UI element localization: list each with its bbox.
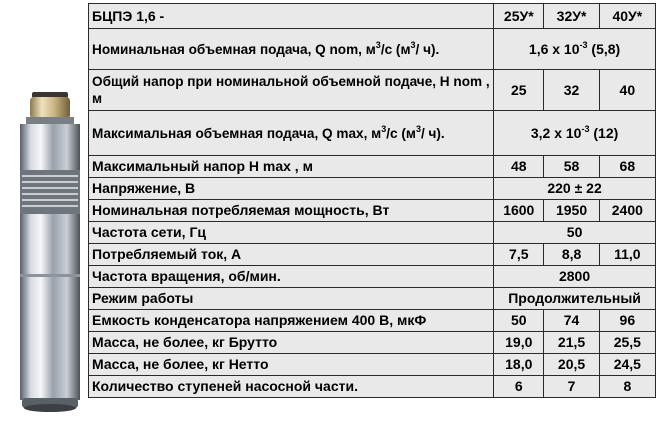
variant-header: 32У* — [544, 4, 599, 29]
row-label: Емкость конденсатора напряжением 400 В, мкФ — [89, 310, 494, 332]
row-label: Частота вращения, об/мин. — [89, 266, 494, 288]
submersible-pump-image — [0, 0, 88, 442]
table-row — [89, 156, 656, 178]
row-value: 1950 — [544, 200, 599, 222]
pump-photo — [0, 0, 88, 442]
row-label: Масса, не более, кг Нетто — [89, 354, 494, 376]
row-value: 48 — [494, 156, 544, 178]
row-value: 50 — [494, 310, 544, 332]
header-row — [89, 4, 656, 29]
model-name: БЦПЭ 1,6 - — [89, 4, 494, 29]
row-value: 11,0 — [599, 244, 655, 266]
row-value: 58 — [544, 156, 599, 178]
table-row — [89, 111, 656, 156]
row-value: 32 — [544, 70, 599, 111]
row-value: 2400 — [599, 200, 655, 222]
row-value: 20,5 — [544, 354, 599, 376]
row-label: Потребляемый ток, А — [89, 244, 494, 266]
row-value: 19,0 — [494, 332, 544, 354]
row-value: 40 — [599, 70, 655, 111]
row-value: 3,2 x $10^{-3}$ (12) — [494, 111, 656, 156]
row-label: Режим работы — [89, 288, 494, 310]
row-label: Номинальная потребляемая мощность, Вт — [89, 200, 494, 222]
row-label: Напряжение, В — [89, 178, 494, 200]
row-value: 21,5 — [544, 332, 599, 354]
specifications-table — [88, 3, 656, 398]
row-value: 8,8 — [544, 244, 599, 266]
table-row — [89, 244, 656, 266]
table-row — [89, 376, 656, 398]
table-row — [89, 354, 656, 376]
row-value: 24,5 — [599, 354, 655, 376]
row-value: Продолжительный — [494, 288, 656, 310]
row-value: 7,5 — [494, 244, 544, 266]
row-value: 2800 — [494, 266, 656, 288]
row-value: 1,6 x $10^{-3}$ (5,8) — [494, 29, 656, 70]
row-label: Максимальная объемная подача, Q max, $м^3/с$ ($м^3/$ ч). — [89, 111, 494, 156]
row-value: 96 — [599, 310, 655, 332]
table-row — [89, 310, 656, 332]
table-row — [89, 70, 656, 111]
row-label: Общий напор при номинальной объемной подаче, H nom , м — [89, 70, 494, 111]
row-value: 6 — [494, 376, 544, 398]
row-value: 25,5 — [599, 332, 655, 354]
row-value: 1600 — [494, 200, 544, 222]
variant-header: 40У* — [599, 4, 655, 29]
row-value: 7 — [544, 376, 599, 398]
row-label: Номинальная объемная подача, Q nom, $м^3/с$ ($м^3/$ ч). — [89, 29, 494, 70]
row-label: Масса, не более, кг Брутто — [89, 332, 494, 354]
row-value: 18,0 — [494, 354, 544, 376]
table-row — [89, 266, 656, 288]
row-value: 50 — [494, 222, 656, 244]
row-value: 220 ± 22 — [494, 178, 656, 200]
table-row — [89, 288, 656, 310]
table-row — [89, 200, 656, 222]
row-value: 25 — [494, 70, 544, 111]
table-row — [89, 332, 656, 354]
table-row — [89, 222, 656, 244]
row-value: 68 — [599, 156, 655, 178]
row-label: Частота сети, Гц — [89, 222, 494, 244]
row-label: Максимальный напор H max , м — [89, 156, 494, 178]
variant-header: 25У* — [494, 4, 544, 29]
row-value: 8 — [599, 376, 655, 398]
row-value: 74 — [544, 310, 599, 332]
table-row — [89, 178, 656, 200]
row-label: Количество ступеней насосной части. — [89, 376, 494, 398]
table-row — [89, 29, 656, 70]
